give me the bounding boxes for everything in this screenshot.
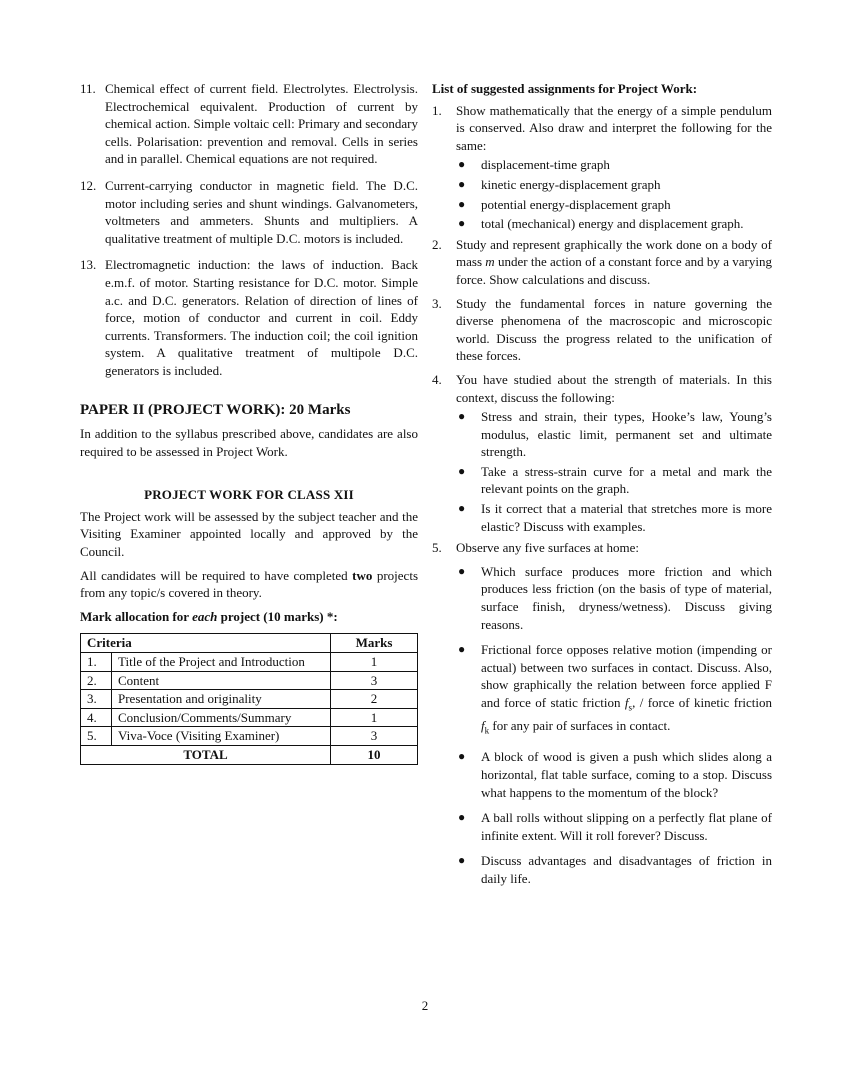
table-row <box>81 653 418 672</box>
static-friction-symbol: f <box>624 695 629 710</box>
bullet-icon: ● <box>458 157 466 172</box>
row-number: 2. <box>81 671 112 690</box>
item-number: 5. <box>432 540 442 556</box>
item-number: 1. <box>432 102 442 118</box>
project-paragraph-1: The Project work will be assessed by the subject teacher and the Visiting Examiner appointed locally and approved by the Council. <box>80 508 418 560</box>
row-marks: 2 <box>331 690 418 709</box>
text-run: Study and represent graphically the work done on a body of mass <box>456 236 772 270</box>
assignment-3 <box>432 295 772 365</box>
list-item-text: displacement-time graph <box>481 157 610 173</box>
project-paragraph-2 <box>80 567 418 602</box>
list-item <box>456 852 772 887</box>
list-item-text: Is it correct that a material that stretches more is more elastic? Discuss with examples. <box>481 501 772 534</box>
table-row <box>81 690 418 709</box>
right-column <box>432 80 772 896</box>
list-item <box>456 196 772 214</box>
subscript-k: k <box>484 725 490 736</box>
bullet-list <box>456 563 772 888</box>
bullet-list <box>456 408 772 535</box>
table-row <box>81 708 418 727</box>
item-number: 13. <box>80 257 97 273</box>
item-number: 12. <box>80 177 97 193</box>
row-number: 5. <box>81 727 112 746</box>
assignment-5 <box>432 539 772 887</box>
item-text: Chemical effect of current field. Electrolytes. Electrolysis. Electrochemical equivalent. Production of current by chemical action. Simple voltaic cell: Primary and secondary cells. Polarisation: prevention and removal. Cells in series and in parallel. Chemical equations are not required. <box>105 81 418 167</box>
text-run: , / force of kinetic friction <box>632 695 773 710</box>
item-text: Electromagnetic induction: the laws of induction. Back e.m.f. of motor. Starting resistance for D.C. motor. Simple a.c. and D.C. generators. Relation of direction of lines of force, motion of conductor and current in coil. Eddy currents. Transformers. The induction coil; the coil ignition system. A qualitative treatment of multipole D.C. generators is included. <box>105 257 418 378</box>
bullet-icon: ● <box>458 853 466 868</box>
list-item <box>456 641 772 740</box>
mark-allocation-table <box>80 633 418 764</box>
topic-item-11 <box>80 80 418 168</box>
row-criteria: Conclusion/Comments/Summary <box>112 708 331 727</box>
row-marks: 3 <box>331 671 418 690</box>
list-item <box>456 748 772 801</box>
list-item-text: Take a stress-strain curve for a metal and mark the relevant points on the graph. <box>481 463 772 497</box>
item-number: 3. <box>432 295 442 311</box>
assignment-4 <box>432 371 772 535</box>
list-item <box>456 563 772 633</box>
list-item <box>456 809 772 844</box>
row-marks: 1 <box>331 708 418 727</box>
bullet-icon: ● <box>458 463 466 478</box>
bullet-icon: ● <box>458 176 466 191</box>
row-criteria: Viva-Voce (Visiting Examiner) <box>112 727 331 746</box>
list-item <box>456 215 772 233</box>
row-criteria: Presentation and originality <box>112 690 331 709</box>
mark-allocation-heading <box>80 608 418 626</box>
marks-header: Marks <box>331 634 418 653</box>
list-item <box>456 176 772 194</box>
text-run: projects from any topic/s covered in theory. <box>80 567 419 601</box>
paper2-paragraph: In addition to the syllabus prescribed above, candidates are also required to be assessed in Project Work. <box>80 426 418 459</box>
left-column <box>80 80 418 765</box>
paper2-heading: PAPER II (PROJECT WORK): 20 Marks <box>80 401 351 418</box>
assignment-2 <box>432 236 772 289</box>
text-run: for any pair of surfaces in contact. <box>489 718 671 734</box>
row-criteria: Content <box>112 671 331 690</box>
item-text: Observe any five surfaces at home: <box>456 540 640 556</box>
bullet-icon: ● <box>458 563 466 578</box>
list-item <box>456 500 772 535</box>
row-number: 4. <box>81 708 112 727</box>
list-item-text: potential energy-displacement graph <box>481 196 671 212</box>
item-text: Show mathematically that the energy of a simple pendulum is conserved. Also draw and interpret the following for the same: <box>456 102 772 153</box>
item-number: 4. <box>432 371 442 387</box>
row-criteria: Title of the Project and Introduction <box>112 653 331 672</box>
bullet-icon: ● <box>458 810 466 825</box>
emphasis-each: each <box>192 608 218 624</box>
item-number: 2. <box>432 236 442 252</box>
row-marks: 3 <box>331 727 418 746</box>
mass-symbol: m <box>485 254 495 270</box>
list-item <box>456 408 772 461</box>
page-number: 2 <box>421 998 429 1013</box>
list-item-text: Discuss advantages and disadvantages of friction in daily life. <box>481 853 772 886</box>
list-item-text: Stress and strain, their types, Hooke’s law, Young’s modulus, elastic limit, permanent set and ultimate strength. <box>481 409 772 460</box>
list-item-text: kinetic energy-displacement graph <box>481 176 661 192</box>
table-header-row <box>81 634 418 653</box>
topic-item-13 <box>80 256 418 379</box>
item-text: Current-carrying conductor in magnetic field. The D.C. motor including series and shunt windings. Galvanometers, voltmeters and ammeters. Shunts and multipliers. A qualitative treatment of multiple D.C. motors is included. <box>105 177 418 246</box>
list-item-text: A ball rolls without slipping on a perfectly flat plane of infinite extent. Will it roll forever? Discuss. <box>481 810 772 843</box>
text-run: Frictional force opposes relative motion (impending or actual) between two surfaces in contact. Discuss. Also, show graphically the relation between force applied F and force of static friction <box>481 642 772 710</box>
row-number: 1. <box>81 653 112 672</box>
table-total-row <box>81 746 418 765</box>
item-text: Study the fundamental forces in nature governing the diverse phenomena of the macroscopic and microscopic world. Discuss the progress related to the unification of these forces. <box>456 295 772 364</box>
bullet-icon: ● <box>458 216 466 231</box>
row-marks: 1 <box>331 653 418 672</box>
bullet-icon: ● <box>458 501 466 516</box>
assignments-heading: List of suggested assignments for Project Work: <box>432 81 698 96</box>
item-text: You have studied about the strength of materials. In this context, discuss the following: <box>456 371 772 405</box>
topic-item-12 <box>80 177 418 247</box>
bullet-icon: ● <box>458 409 466 424</box>
list-item-text: total (mechanical) energy and displacement graph. <box>481 216 744 232</box>
text-run: All candidates will be required to have completed <box>80 567 353 583</box>
emphasis-two: two <box>352 567 373 583</box>
text-run: under the action of a constant force and by a varying force. Show calculations and discuss. <box>456 254 772 287</box>
bullet-list <box>456 156 772 232</box>
total-marks: 10 <box>331 746 418 765</box>
text-run: project (10 marks) *: <box>217 608 338 624</box>
subscript-s: s <box>628 702 633 713</box>
list-item-text: Which surface produces more friction and which produces less friction (on the basis of type of material, surface finish, dryness/wetness). Discuss giving reasons. <box>481 563 772 632</box>
item-number: 11. <box>80 81 96 96</box>
list-item <box>456 463 772 498</box>
bullet-icon: ● <box>458 196 466 211</box>
kinetic-friction-symbol: f <box>481 718 485 734</box>
assignment-1 <box>432 102 772 233</box>
total-label: TOTAL <box>81 746 331 765</box>
row-number: 3. <box>81 690 112 709</box>
text-run: Mark allocation for <box>80 608 193 624</box>
list-item-text: A block of wood is given a push which slides along a horizontal, flat table surface, coming to a stop. Discuss what happens to the momentum of the block? <box>481 749 772 800</box>
list-item <box>456 156 772 174</box>
bullet-icon: ● <box>458 642 466 657</box>
project-work-heading: PROJECT WORK FOR CLASS XII <box>144 487 354 503</box>
bullet-icon: ● <box>458 749 466 764</box>
criteria-header: Criteria <box>81 634 331 653</box>
table-row <box>81 671 418 690</box>
table-row <box>81 727 418 746</box>
